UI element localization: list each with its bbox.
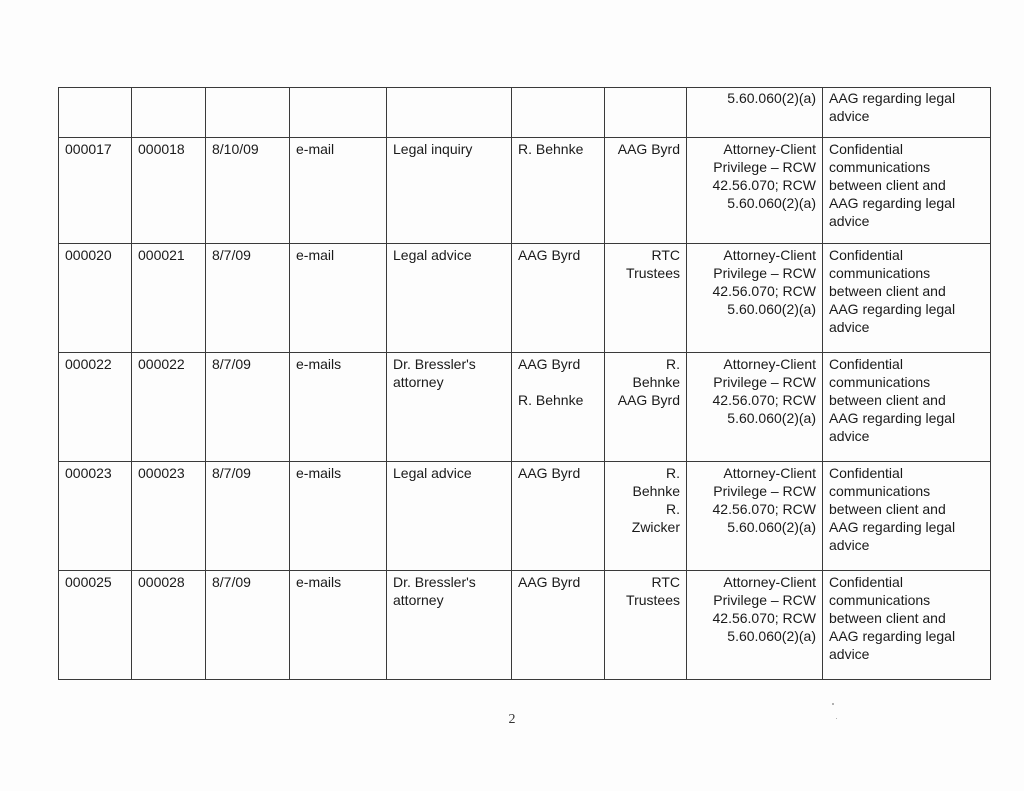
basis-line: 5.60.060(2)(a) [727,628,816,644]
cell-description [823,138,991,244]
cell-begin: 000025 [59,571,132,680]
basis-line: Attorney-Client [723,247,816,263]
cell-subject [387,138,512,244]
log-entry-row [59,571,991,680]
author-line: R. Behnke [518,392,584,408]
basis-line: Attorney-Client [723,141,816,157]
cell-end: 000023 [132,462,206,571]
description-line: communications [829,374,931,390]
subject-line: attorney [393,592,444,608]
cell-date: 8/7/09 [206,462,290,571]
recipient-line: AAG Byrd [617,141,680,157]
privilege-log-body [59,88,991,680]
basis-line: 42.56.070; RCW [712,392,816,408]
cell-author [512,571,605,680]
recipient-line: RTC [651,574,680,590]
basis-line: Privilege – RCW [713,374,816,390]
cell-date: 8/7/09 [206,353,290,462]
cell-basis [687,462,823,571]
author-line [518,373,598,391]
cell-recipient [605,244,687,353]
recipient-line: Zwicker [631,519,680,535]
basis-line: 5.60.060(2)(a) [727,301,816,317]
description-line: Confidential [829,356,903,372]
recipient-line: Behnke [632,374,680,390]
recipient-line: AAG Byrd [617,392,680,408]
cell-recipient [605,462,687,571]
author-line: AAG Byrd [518,465,581,481]
cell-subject [387,88,512,138]
basis-line: Privilege – RCW [713,265,816,281]
description-line: communications [829,265,931,281]
cell-type: e-mails [290,462,387,571]
cell-author [512,462,605,571]
cell-date: 8/7/09 [206,244,290,353]
description-line: between client and [829,610,946,626]
author-line: AAG Byrd [518,574,581,590]
description-line: Confidential [829,141,903,157]
description-line: Confidential [829,574,903,590]
cell-subject [387,353,512,462]
basis-line: 42.56.070; RCW [712,283,816,299]
author-line: R. Behnke [518,141,584,157]
basis-line: 42.56.070; RCW [712,177,816,193]
cell-description [823,353,991,462]
subject-line: Legal advice [393,247,472,263]
cell-subject [387,462,512,571]
basis-line: 42.56.070; RCW [712,610,816,626]
cell-recipient [605,88,687,138]
author-line: AAG Byrd [518,247,581,263]
scan-speck [836,718,837,719]
cell-author [512,244,605,353]
description-line: advice [829,537,870,553]
scan-speck [832,703,834,705]
author-line: AAG Byrd [518,356,581,372]
description-line: advice [829,108,870,124]
description-line: communications [829,483,931,499]
cell-begin [59,88,132,138]
description-line: Confidential [829,247,903,263]
cell-recipient [605,138,687,244]
cell-basis [687,571,823,680]
basis-line: 5.60.060(2)(a) [727,410,816,426]
cell-subject [387,244,512,353]
cell-end: 000018 [132,138,206,244]
cell-basis [687,138,823,244]
cell-type: e-mail [290,244,387,353]
cell-end: 000028 [132,571,206,680]
subject-line: Dr. Bressler's [393,574,476,590]
description-line: AAG regarding legal [829,90,956,106]
cell-description [823,88,991,138]
subject-line: Legal inquiry [393,141,473,157]
page-number: 2 [508,712,516,727]
description-line: advice [829,319,870,335]
cell-date [206,88,290,138]
cell-description [823,462,991,571]
cell-basis [687,88,823,138]
recipient-line: RTC [651,247,680,263]
basis-line: 5.60.060(2)(a) [727,195,816,211]
cell-type: e-mails [290,353,387,462]
log-entry-row [59,138,991,244]
log-entry-row [59,462,991,571]
cell-end: 000021 [132,244,206,353]
description-line: AAG regarding legal [829,195,956,211]
recipient-line: Trustees [626,592,680,608]
subject-line: Legal advice [393,465,472,481]
description-line: Confidential [829,465,903,481]
cell-date: 8/7/09 [206,571,290,680]
cell-type [290,88,387,138]
cell-basis [687,244,823,353]
description-line: between client and [829,392,946,408]
description-line: communications [829,159,931,175]
basis-line: 5.60.060(2)(a) [727,90,816,106]
description-line: between client and [829,501,946,517]
recipient-line: Behnke [632,483,680,499]
subject-line: Dr. Bressler's [393,356,476,372]
description-line: between client and [829,283,946,299]
cell-begin: 000022 [59,353,132,462]
cell-end [132,88,206,138]
log-entry-row [59,244,991,353]
basis-line: Attorney-Client [723,356,816,372]
cell-recipient [605,353,687,462]
continuation-row [59,88,991,138]
cell-date: 8/10/09 [206,138,290,244]
description-line: communications [829,592,931,608]
cell-type: e-mails [290,571,387,680]
description-line: advice [829,213,870,229]
basis-line: Privilege – RCW [713,592,816,608]
cell-begin: 000020 [59,244,132,353]
description-line: AAG regarding legal [829,628,956,644]
cell-author [512,353,605,462]
cell-type: e-mail [290,138,387,244]
recipient-line: R. [666,356,680,372]
cell-basis [687,353,823,462]
cell-begin: 000017 [59,138,132,244]
basis-line: Privilege – RCW [713,483,816,499]
recipient-line: R. [666,501,680,517]
basis-line: 5.60.060(2)(a) [727,519,816,535]
cell-recipient [605,571,687,680]
description-line: advice [829,646,870,662]
cell-end: 000022 [132,353,206,462]
basis-line: Attorney-Client [723,574,816,590]
log-entry-row [59,353,991,462]
cell-begin: 000023 [59,462,132,571]
recipient-line: R. [666,465,680,481]
cell-description [823,244,991,353]
cell-subject [387,571,512,680]
cell-description [823,571,991,680]
recipient-line: Trustees [626,265,680,281]
cell-author [512,88,605,138]
cell-author [512,138,605,244]
description-line: AAG regarding legal [829,301,956,317]
description-line: advice [829,428,870,444]
description-line: between client and [829,177,946,193]
basis-line: 42.56.070; RCW [712,501,816,517]
basis-line: Attorney-Client [723,465,816,481]
basis-line: Privilege – RCW [713,159,816,175]
description-line: AAG regarding legal [829,410,956,426]
privilege-log-table [58,87,991,680]
description-line: AAG regarding legal [829,519,956,535]
subject-line: attorney [393,374,444,390]
